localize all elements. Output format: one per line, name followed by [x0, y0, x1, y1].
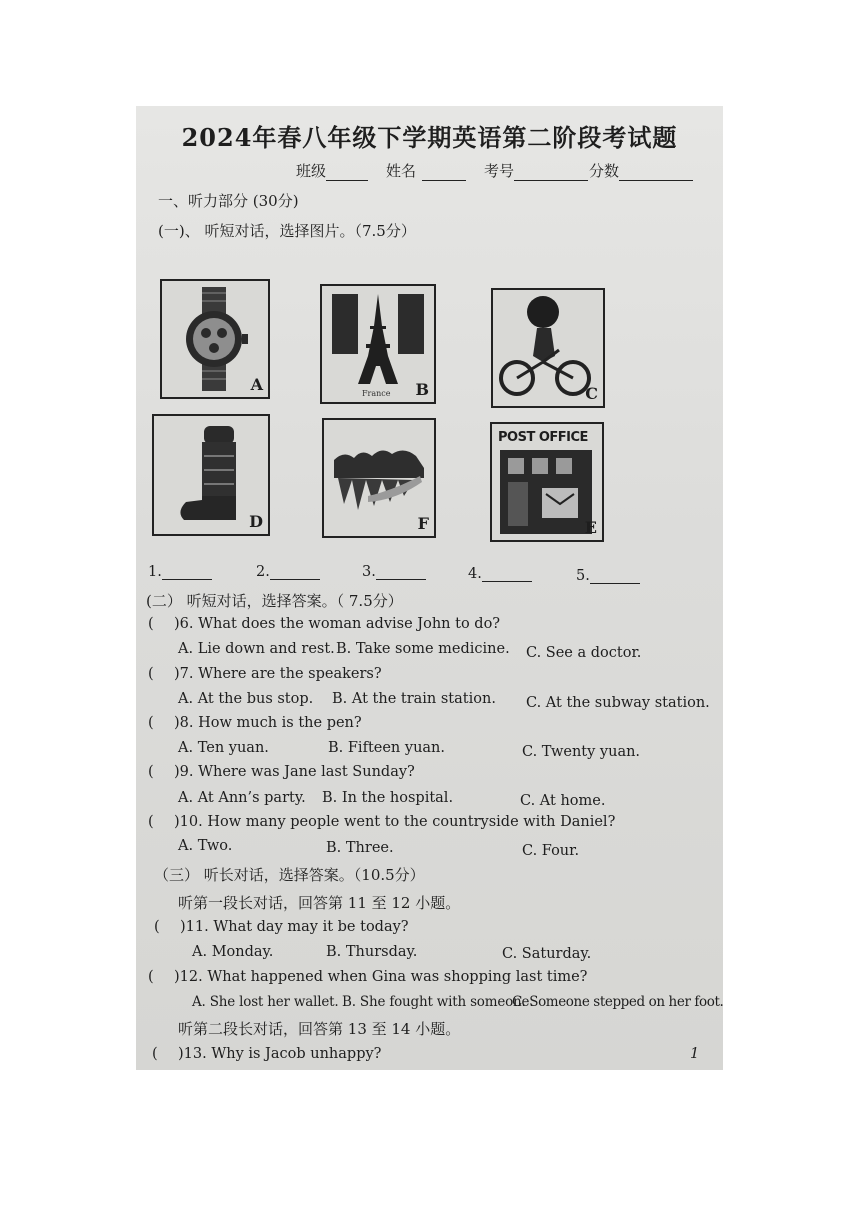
q7-option-b[interactable]: B. At the train station.: [332, 691, 496, 707]
picture-a-letter: A: [250, 375, 263, 394]
picture-c: [491, 288, 605, 408]
question-6: ( )6. What does the woman advise John to do?: [148, 616, 501, 632]
q10-option-a[interactable]: A. Two.: [178, 838, 233, 854]
part1-heading: 一、听力部分 (30分): [158, 192, 299, 210]
section2-heading: (二） 听短对话，选择答案。（ 7.5分）: [146, 592, 403, 610]
question-11: ( )11. What day may it be today?: [154, 919, 409, 935]
answer-blank-4[interactable]: 4.: [468, 566, 532, 582]
q10-option-b[interactable]: B. Three.: [326, 840, 394, 856]
answer-blank-3[interactable]: 3.: [362, 564, 426, 580]
question-10: ( )10. How many people went to the countryside with Daniel?: [148, 814, 616, 830]
q9-option-c[interactable]: C. At home.: [520, 793, 606, 809]
q6-option-c[interactable]: C. See a doctor.: [526, 645, 642, 661]
answer-blank-1[interactable]: 1.: [148, 564, 212, 580]
q7-option-a[interactable]: A. At the bus stop.: [178, 691, 314, 707]
picture-f: [322, 418, 436, 538]
picture-d: [152, 414, 270, 536]
q11-option-b[interactable]: B. Thursday.: [326, 944, 418, 960]
svg-text:France: France: [362, 389, 391, 398]
picture-d-letter: D: [249, 512, 263, 531]
picture-b-letter: B: [415, 380, 429, 399]
dialogue1-note: 听第一段长对话，回答第 11 至 12 小题。: [178, 894, 461, 912]
q11-option-a[interactable]: A. Monday.: [192, 944, 274, 960]
q12-option-a[interactable]: A. She lost her wallet.: [192, 994, 339, 1010]
question-12: ( )12. What happened when Gina was shopping last time?: [148, 969, 588, 985]
exam-title: 2024年春八年级下学期英语第二阶段考试题: [181, 123, 678, 152]
q6-option-a[interactable]: A. Lie down and rest.: [178, 641, 335, 657]
answer-blank-5[interactable]: 5.: [576, 568, 640, 584]
name-field: 姓名: [386, 160, 466, 181]
answer-blank-2[interactable]: 2.: [256, 564, 320, 580]
picture-c-letter: C: [585, 384, 598, 403]
section1-heading: (一)、 听短对话，选择图片。（7.5分）: [158, 222, 416, 240]
q7-option-c[interactable]: C. At the subway station.: [526, 695, 710, 711]
picture-a: [160, 279, 270, 399]
page-number: 1: [690, 1046, 700, 1062]
q8-option-a[interactable]: A. Ten yuan.: [178, 740, 269, 756]
picture-e-letter: E: [584, 518, 597, 537]
q9-option-b[interactable]: B. In the hospital.: [322, 790, 454, 806]
q10-option-c[interactable]: C. Four.: [522, 843, 580, 859]
question-7: ( )7. Where are the speakers?: [148, 666, 382, 682]
question-9: ( )9. Where was Jane last Sunday?: [148, 764, 415, 780]
q11-option-c[interactable]: C. Saturday.: [502, 946, 592, 962]
exam-paper: [136, 106, 723, 1070]
section3-heading: （三） 听长对话，选择答案。（10.5分）: [154, 866, 425, 884]
exam-number-field: 考号: [484, 160, 588, 181]
q8-option-c[interactable]: C. Twenty yuan.: [522, 744, 641, 760]
picture-b: [320, 284, 436, 404]
question-13: ( )13. Why is Jacob unhappy?: [152, 1046, 382, 1062]
q8-option-b[interactable]: B. Fifteen yuan.: [328, 740, 445, 756]
picture-f-letter: F: [417, 514, 429, 533]
q6-option-b[interactable]: B. Take some medicine.: [336, 641, 510, 657]
q12-option-c[interactable]: C. Someone stepped on her foot.: [512, 994, 723, 1010]
q9-option-a[interactable]: A. At Ann’s party.: [178, 790, 306, 806]
picture-e: [490, 422, 604, 542]
dialogue2-note: 听第二段长对话，回答第 13 至 14 小题。: [178, 1020, 461, 1038]
post-office-sign: POST OFFICE: [498, 430, 588, 445]
class-field: 班级: [296, 160, 368, 181]
question-8: ( )8. How much is the pen?: [148, 715, 362, 731]
q12-option-b[interactable]: B. She fought with someone.: [342, 994, 534, 1010]
score-field: 分数: [589, 160, 693, 181]
